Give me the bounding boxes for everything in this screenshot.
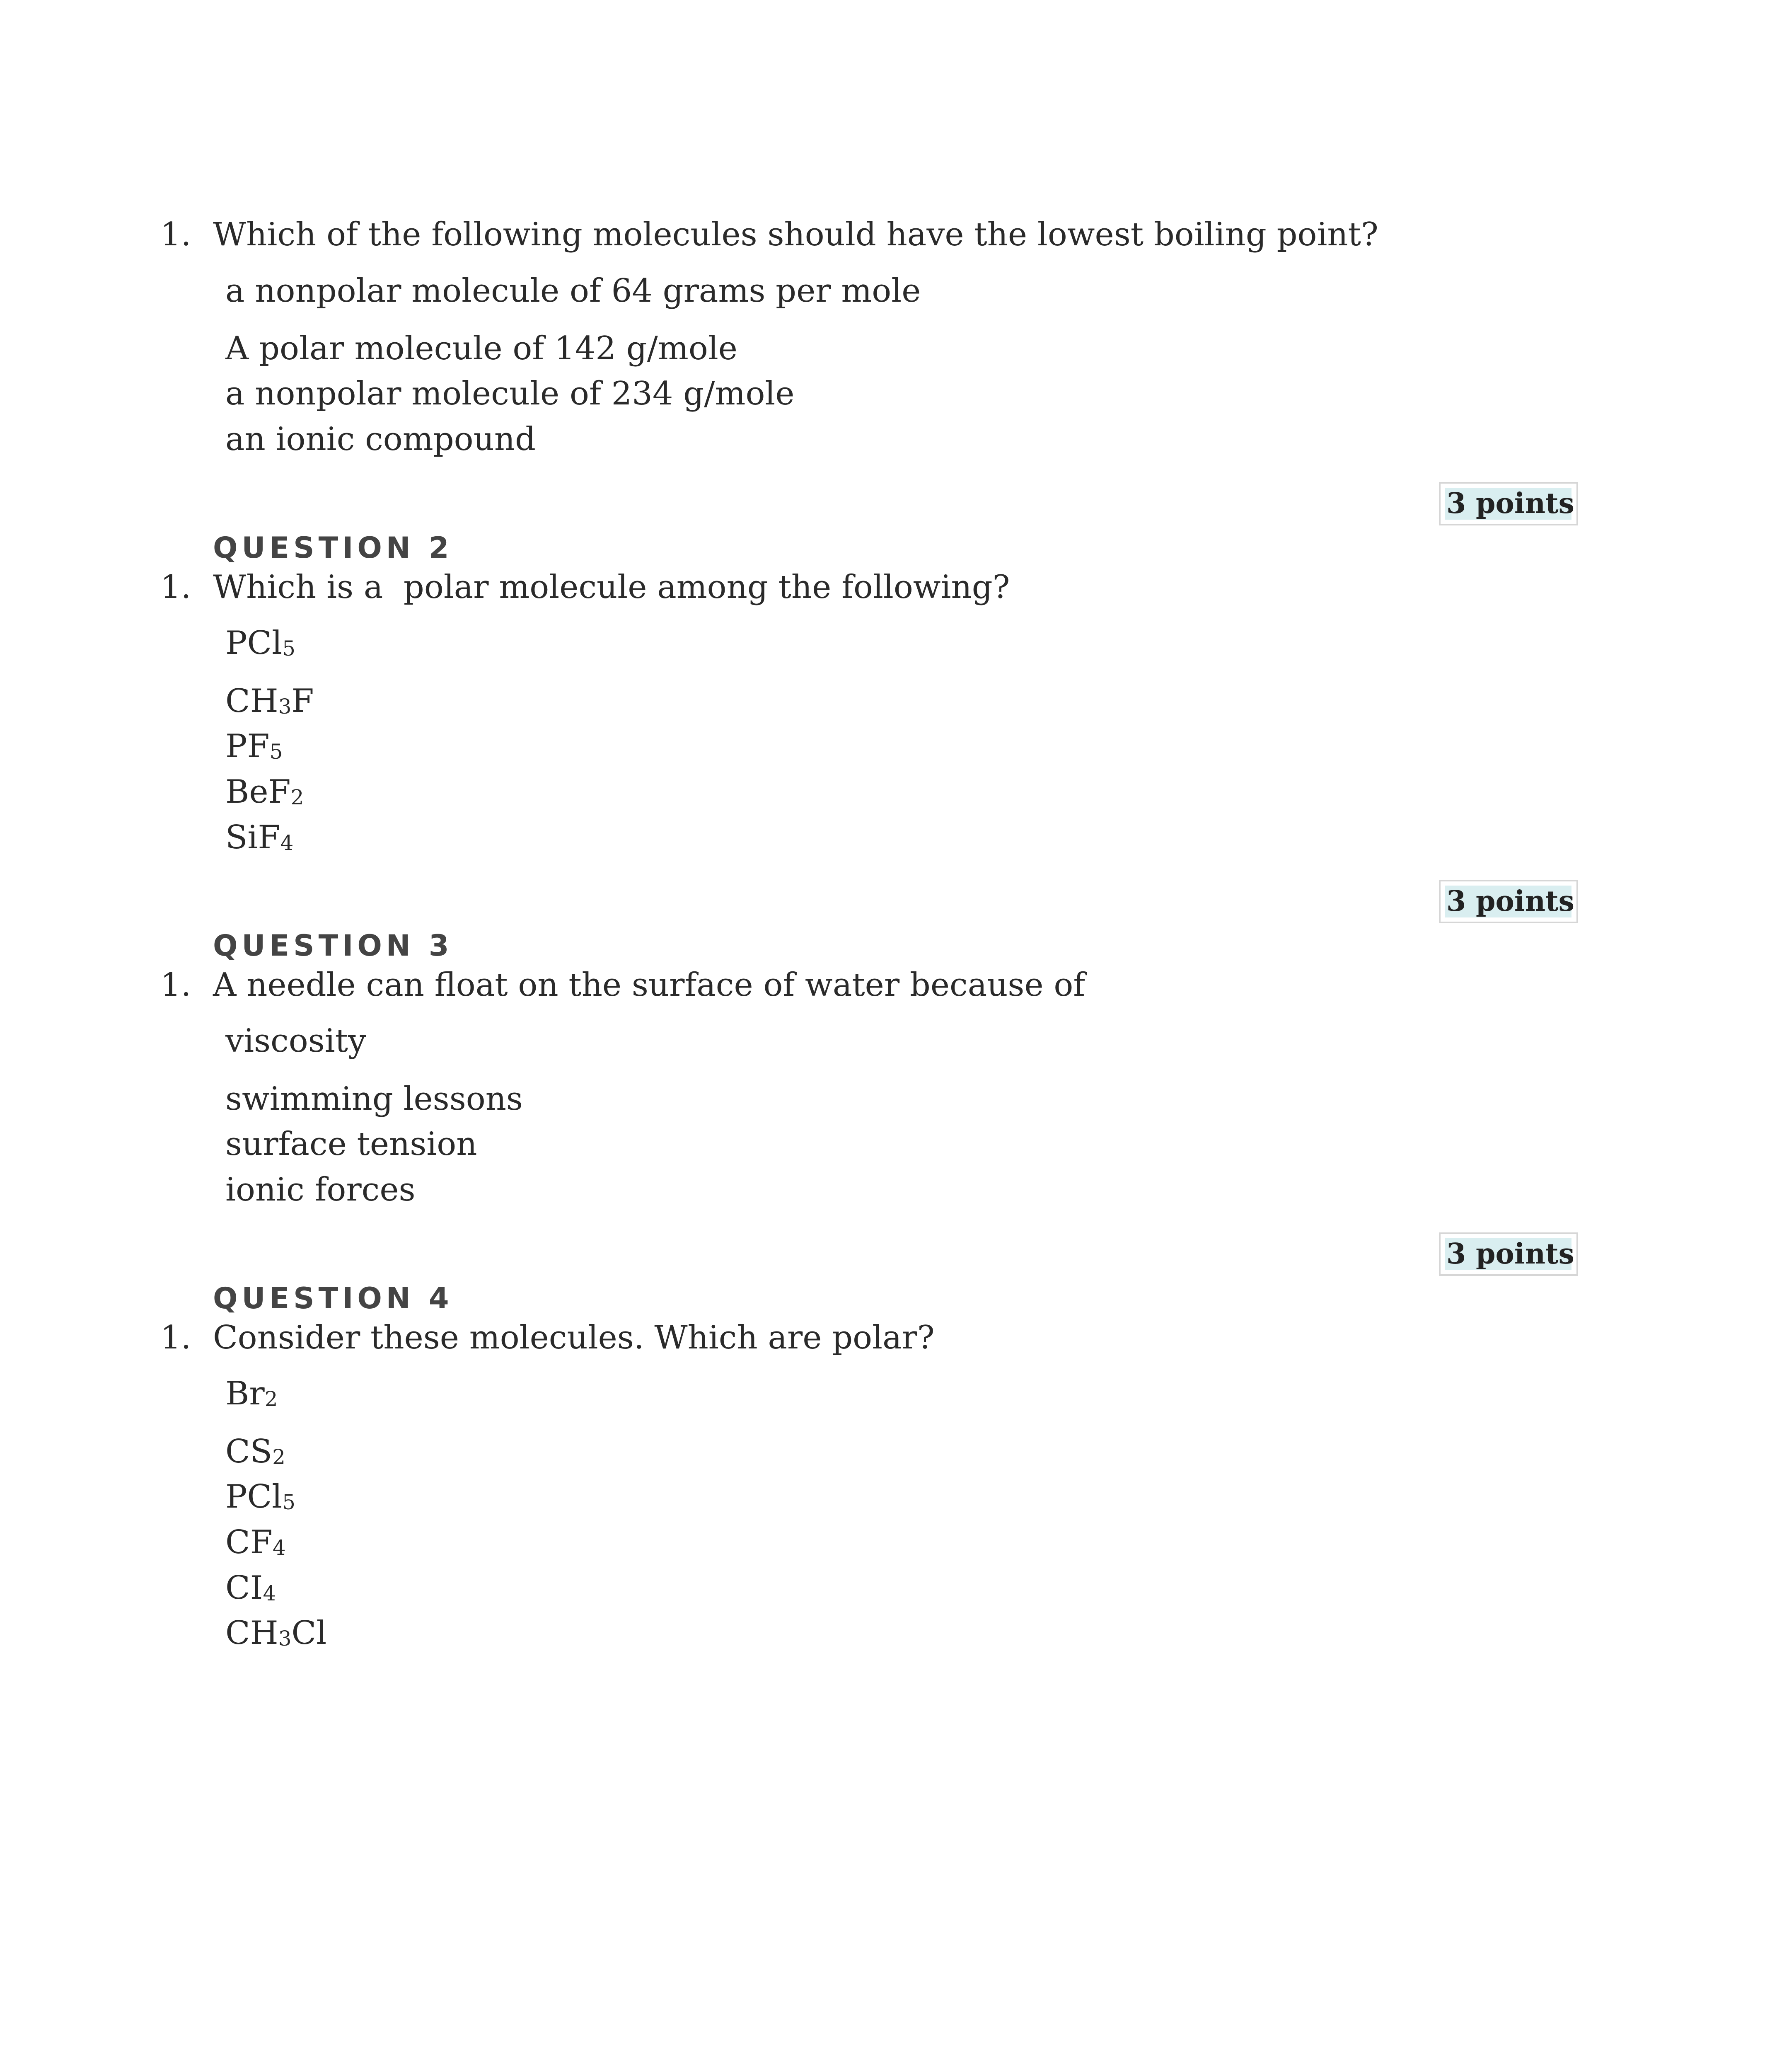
answer-option[interactable] [225, 272, 921, 310]
answer-option[interactable] [225, 1615, 327, 1652]
answer-text: a nonpolar molecule of 64 grams per mole [225, 272, 921, 310]
answer-option[interactable] [225, 683, 314, 720]
question-number: 1. [160, 966, 191, 1004]
question-number: 1. [160, 1319, 191, 1356]
question-number: 1. [160, 569, 191, 606]
answer-option[interactable] [225, 625, 295, 662]
question-heading: QUESTION 3 [213, 929, 453, 963]
points-badge [1439, 482, 1578, 525]
question-text: Which is a polar molecule among the following? [213, 569, 1010, 606]
answer-text: surface tension [225, 1126, 477, 1163]
answer-subscript: 4 [263, 1581, 276, 1605]
question-text: A needle can float on the surface of water because of [213, 966, 1085, 1004]
answer-subscript: 5 [282, 637, 295, 661]
answer-text: swimming lessons [225, 1080, 523, 1118]
answer-text: A polar molecule of 142 g/mole [225, 330, 737, 367]
question-text: Consider these molecules. Which are polar? [213, 1319, 935, 1356]
answer-option[interactable] [225, 332, 737, 365]
answer-subscript: 5 [269, 740, 283, 764]
answer-text: SiF [225, 819, 280, 856]
answer-option[interactable] [225, 821, 293, 854]
answer-option[interactable] [225, 1569, 276, 1607]
points-label: 3 points [1445, 488, 1571, 520]
answer-option[interactable] [225, 1377, 278, 1410]
answer-option[interactable] [225, 421, 536, 458]
answer-text: a nonpolar molecule of 234 g/mole [225, 375, 795, 412]
answer-option[interactable] [225, 1526, 286, 1559]
answer-option[interactable] [225, 1478, 295, 1515]
answer-text: F [291, 683, 314, 720]
answer-text: CI [225, 1569, 263, 1607]
question-number: 1. [160, 216, 191, 253]
answer-option[interactable] [225, 728, 283, 765]
answer-text: CH [225, 1615, 278, 1652]
answer-subscript: 4 [272, 1536, 286, 1560]
answer-text: Cl [291, 1615, 327, 1652]
points-label: 3 points [1445, 1238, 1571, 1270]
answer-text: PCl [225, 625, 283, 662]
answer-subscript: 2 [272, 1445, 285, 1469]
answer-text: CS [225, 1433, 273, 1470]
question-heading: QUESTION 2 [213, 531, 453, 565]
answer-text: PF [225, 728, 270, 765]
answer-text: CF [225, 1524, 273, 1561]
answer-option[interactable] [225, 1126, 477, 1163]
answer-subscript: 5 [282, 1490, 295, 1514]
answer-text: ionic forces [225, 1171, 416, 1208]
points-badge [1439, 1232, 1578, 1276]
question-text: Which of the following molecules should have the lowest boiling point? [213, 216, 1378, 253]
answer-option[interactable] [225, 1171, 416, 1208]
question-heading: QUESTION 4 [213, 1281, 453, 1315]
answer-subscript: 3 [278, 1627, 292, 1651]
answer-option[interactable] [225, 1080, 523, 1118]
answer-subscript: 2 [290, 785, 304, 809]
points-label: 3 points [1445, 886, 1571, 917]
answer-option[interactable] [225, 1435, 285, 1468]
answer-option[interactable] [225, 773, 304, 811]
answer-subscript: 2 [264, 1387, 278, 1411]
answer-text: PCl [225, 1478, 283, 1515]
answer-text: viscosity [225, 1022, 367, 1060]
answer-option[interactable] [225, 1022, 367, 1060]
points-badge [1439, 880, 1578, 923]
answer-text: an ionic compound [225, 421, 536, 458]
answer-text: BeF [225, 773, 291, 811]
answer-subscript: 4 [280, 831, 294, 855]
answer-subscript: 3 [278, 695, 292, 719]
answer-text: CH [225, 683, 278, 720]
answer-text: Br [225, 1375, 265, 1412]
answer-option[interactable] [225, 375, 795, 412]
